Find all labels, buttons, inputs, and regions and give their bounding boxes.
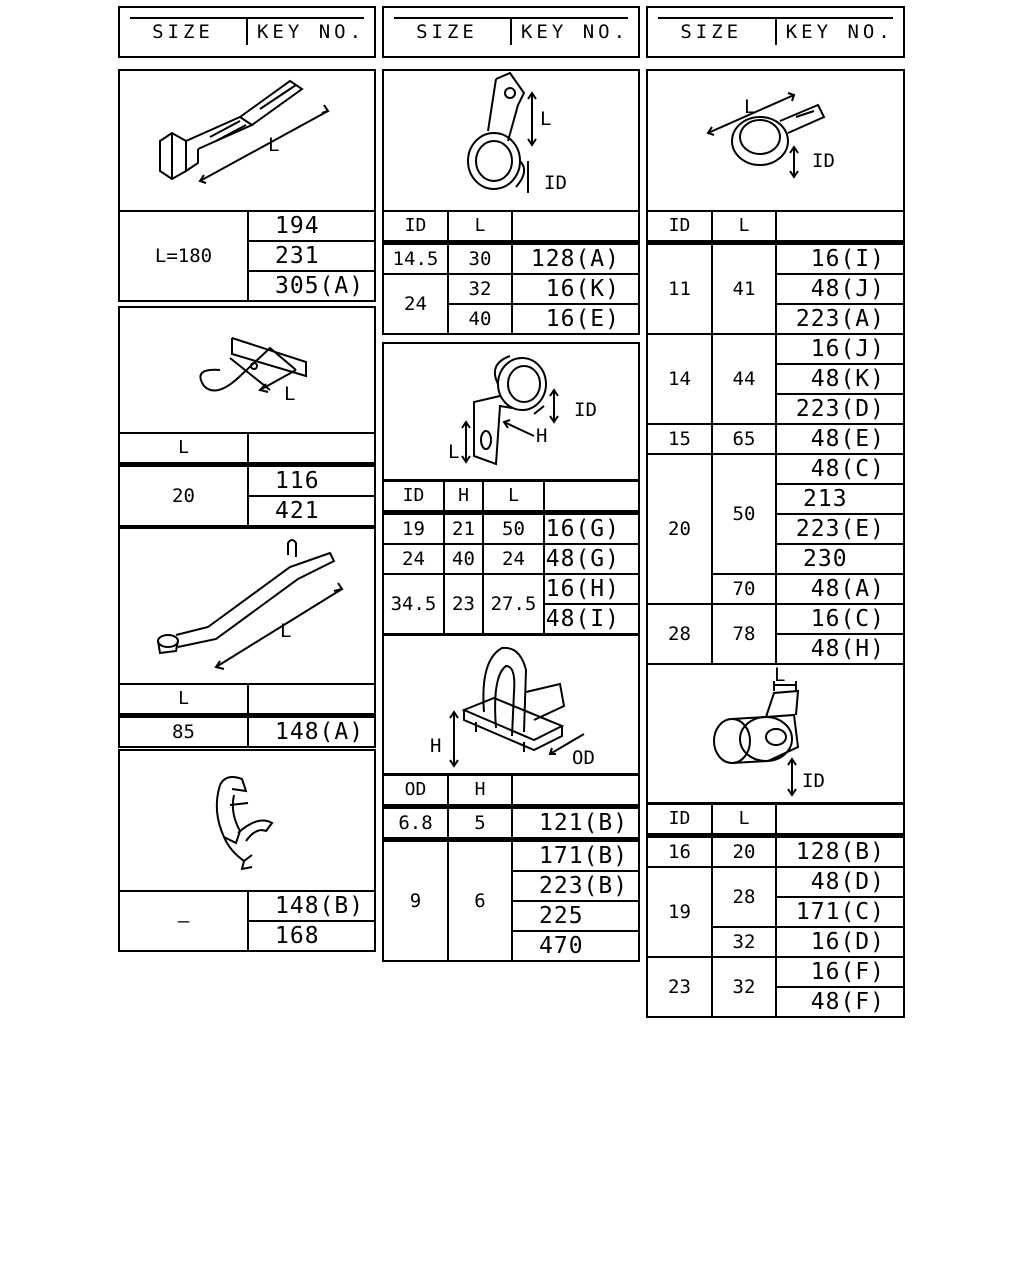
col-header-h: H [444,481,483,513]
key-cell: 231 [248,241,375,271]
l-cell: 32 [448,274,512,304]
header-rule [394,17,628,19]
key-cell: 223(D) [776,394,904,424]
key-cell: 230 [776,544,904,574]
clamp2-table [382,480,640,635]
key-cell: 223(B) [512,871,639,901]
key-cell: 48(D) [776,867,904,897]
key-cell: 16(F) [776,957,904,987]
clamp2-drawing-panel [382,342,640,481]
col-header-h: H [448,775,512,807]
key-cell: 305(A) [248,271,375,301]
key-cell: 213 [776,484,904,514]
id-cell: 28 [647,604,712,664]
col-header-key [512,775,639,807]
l-cell: 24 [483,544,544,574]
dim-id-label: ID [574,399,597,421]
header-size-label: SIZE [152,21,214,43]
col-header-od: OD [383,775,448,807]
key-cell: 194 [248,211,375,241]
col-header-l: L [712,211,776,243]
key-cell: 223(A) [776,304,904,334]
l-cell: 32 [712,957,776,1017]
key-cell: 128(B) [776,836,904,868]
col-header-l: L [712,804,776,836]
h-cell: 6 [448,840,512,962]
col-header-l: L [119,684,248,716]
key-cell: 421 [248,496,375,526]
col-header-key [248,433,375,465]
col-header-id: ID [383,211,448,243]
col-header-key [248,684,375,716]
id-cell: 24 [383,274,448,334]
col-header-key [544,481,639,513]
clip-table [118,890,376,952]
col-header-key [512,211,639,243]
col-header-l: L [483,481,544,513]
dim-id-label: ID [544,172,567,194]
key-cell: 116 [248,465,375,497]
key-cell: 48(E) [776,424,904,454]
col-header-id: ID [383,481,444,513]
key-cell: 148(B) [248,891,375,921]
dim-l-label: L [744,96,756,118]
l-cell: 28 [712,867,776,927]
key-cell: 16(D) [776,927,904,957]
ring-clamp-drawing-panel [646,69,905,212]
col-header-key [776,804,904,836]
l-cell: 70 [712,574,776,604]
h-cell: 5 [448,807,512,840]
header-rule [658,17,893,19]
header-col1 [118,6,376,58]
key-cell: 223(E) [776,514,904,544]
id-cell: 23 [647,957,712,1017]
h-cell: 21 [444,513,483,545]
dim-l-label: L [268,134,280,156]
key-cell: 48(A) [776,574,904,604]
size-cell: L=180 [119,211,248,301]
l-cell: 32 [712,927,776,957]
header-key-label: KEY NO. [520,21,630,43]
key-cell: 171(B) [512,840,639,872]
clamp1-table [382,210,640,335]
dim-l-label: L [540,108,552,130]
clamp2-drawing [384,344,638,479]
key-cell: 16(G) [544,513,639,545]
l-cell: 40 [448,304,512,334]
id-cell: 19 [383,513,444,545]
l-cell: 44 [712,334,776,424]
key-cell: 128(A) [512,243,639,275]
col-header-l: L [448,211,512,243]
id-cell: 16 [647,836,712,868]
ring-clamp-drawing [648,71,903,210]
l-cell: 78 [712,604,776,664]
size-cell: 20 [119,465,248,527]
od-cell: 9 [383,840,448,962]
dim-id-label: ID [812,150,835,172]
key-cell: 48(F) [776,987,904,1017]
h-cell: 23 [444,574,483,634]
col-header-id: ID [647,804,712,836]
key-cell: 48(H) [776,634,904,664]
dim-h-label: H [430,735,442,757]
cable-tie-table [118,210,376,302]
hook-clip-drawing [120,308,374,432]
size-cell: — [119,891,248,951]
dim-l-label: L [284,383,296,405]
p-clamp-drawing [648,665,903,802]
header-col3 [646,6,905,58]
header-size-label: SIZE [680,21,743,43]
key-cell: 148(A) [248,716,375,748]
dim-l-label: L [280,620,292,642]
h-cell: 40 [444,544,483,574]
cable-tie-drawing [120,71,374,210]
strap-table [118,683,376,748]
col-header-id: ID [647,211,712,243]
key-cell: 48(C) [776,454,904,484]
l-cell: 20 [712,836,776,868]
hook-clip-drawing-panel [118,306,376,434]
l-cell: 30 [448,243,512,275]
p-clamp-drawing-panel [646,663,905,804]
key-cell: 16(E) [512,304,639,334]
dim-l-label: L [774,664,786,686]
id-cell: 34.5 [383,574,444,634]
key-cell: 168 [248,921,375,951]
id-cell: 20 [647,454,712,604]
l-cell: 65 [712,424,776,454]
clip-drawing [120,751,374,890]
clamp3-table [382,774,640,962]
key-cell: 48(I) [544,604,639,634]
size-cell: 85 [119,716,248,748]
ring-clamp-table [646,210,905,665]
clip-drawing-panel [118,749,376,892]
col-header-l: L [119,433,248,465]
l-cell: 50 [712,454,776,574]
hook-clip-table [118,432,376,527]
key-cell: 171(C) [776,897,904,927]
dim-h-label: H [536,425,548,447]
col-header-key [776,211,904,243]
clamp1-drawing-panel [382,69,640,212]
header-col2 [382,6,640,58]
key-cell: 48(G) [544,544,639,574]
id-cell: 15 [647,424,712,454]
key-cell: 16(H) [544,574,639,604]
header-size-label: SIZE [416,21,478,43]
key-cell: 48(K) [776,364,904,394]
od-cell: 6.8 [383,807,448,840]
key-cell: 16(I) [776,243,904,275]
clamp3-drawing [384,636,638,773]
dim-id-label: ID [802,770,825,792]
header-key-label: KEY NO. [256,21,366,43]
p-clamp-table [646,803,905,1018]
cable-tie-drawing-panel [118,69,376,212]
clamp1-drawing [384,71,638,210]
strap-drawing [120,529,374,683]
key-cell: 16(J) [776,334,904,364]
id-cell: 11 [647,243,712,335]
dim-od-label: OD [572,747,595,769]
l-cell: 27.5 [483,574,544,634]
key-cell: 225 [512,901,639,931]
key-cell: 16(C) [776,604,904,634]
key-cell: 16(K) [512,274,639,304]
clamp3-drawing-panel [382,634,640,775]
id-cell: 14 [647,334,712,424]
header-key-label: KEY NO. [785,21,894,43]
id-cell: 14.5 [383,243,448,275]
strap-drawing-panel [118,527,376,685]
id-cell: 19 [647,867,712,957]
dim-l-label: L [448,441,460,463]
l-cell: 41 [712,243,776,335]
id-cell: 24 [383,544,444,574]
key-cell: 470 [512,931,639,961]
l-cell: 50 [483,513,544,545]
header-rule [130,17,364,19]
key-cell: 48(J) [776,274,904,304]
key-cell: 121(B) [512,807,639,840]
